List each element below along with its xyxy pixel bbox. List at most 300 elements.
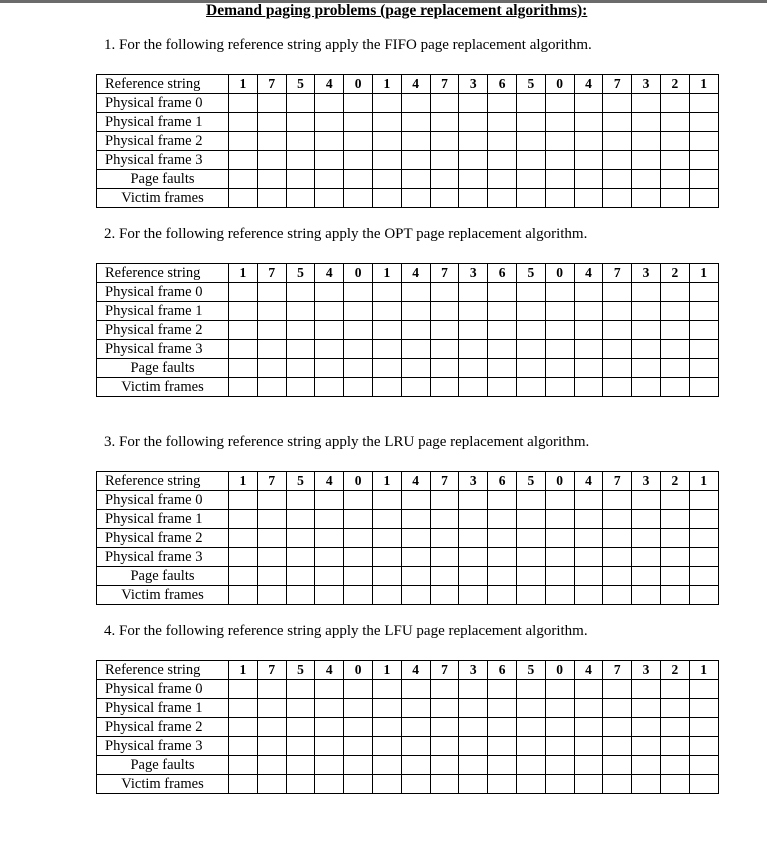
answer-cell[interactable] (660, 94, 689, 113)
answer-cell[interactable] (574, 132, 603, 151)
answer-cell[interactable] (459, 302, 488, 321)
answer-cell[interactable] (286, 775, 315, 794)
answer-cell[interactable] (516, 113, 545, 132)
answer-cell[interactable] (459, 775, 488, 794)
answer-cell[interactable] (372, 302, 401, 321)
answer-cell[interactable] (401, 718, 430, 737)
answer-cell[interactable] (430, 302, 459, 321)
answer-cell[interactable] (229, 510, 258, 529)
answer-cell[interactable] (315, 737, 344, 756)
answer-cell[interactable] (603, 529, 632, 548)
answer-cell[interactable] (430, 718, 459, 737)
answer-cell[interactable] (344, 567, 373, 586)
answer-cell[interactable] (689, 699, 718, 718)
answer-cell[interactable] (257, 586, 286, 605)
answer-cell[interactable] (545, 151, 574, 170)
answer-cell[interactable] (229, 775, 258, 794)
answer-cell[interactable] (632, 491, 661, 510)
answer-cell[interactable] (430, 132, 459, 151)
answer-cell[interactable] (632, 132, 661, 151)
answer-cell[interactable] (257, 151, 286, 170)
answer-cell[interactable] (545, 567, 574, 586)
answer-cell[interactable] (286, 680, 315, 699)
answer-cell[interactable] (545, 189, 574, 208)
answer-cell[interactable] (689, 491, 718, 510)
answer-cell[interactable] (401, 567, 430, 586)
answer-cell[interactable] (516, 567, 545, 586)
answer-cell[interactable] (257, 718, 286, 737)
answer-cell[interactable] (459, 359, 488, 378)
answer-cell[interactable] (516, 359, 545, 378)
answer-cell[interactable] (286, 510, 315, 529)
answer-cell[interactable] (257, 567, 286, 586)
answer-cell[interactable] (257, 132, 286, 151)
answer-cell[interactable] (286, 491, 315, 510)
answer-cell[interactable] (315, 775, 344, 794)
answer-cell[interactable] (344, 340, 373, 359)
answer-cell[interactable] (286, 699, 315, 718)
answer-cell[interactable] (689, 189, 718, 208)
answer-cell[interactable] (516, 302, 545, 321)
answer-cell[interactable] (689, 340, 718, 359)
answer-cell[interactable] (603, 359, 632, 378)
answer-cell[interactable] (344, 756, 373, 775)
answer-cell[interactable] (516, 737, 545, 756)
answer-cell[interactable] (545, 132, 574, 151)
answer-cell[interactable] (372, 94, 401, 113)
answer-cell[interactable] (315, 699, 344, 718)
answer-cell[interactable] (516, 189, 545, 208)
answer-cell[interactable] (257, 378, 286, 397)
answer-cell[interactable] (229, 567, 258, 586)
answer-cell[interactable] (603, 113, 632, 132)
answer-cell[interactable] (344, 680, 373, 699)
answer-cell[interactable] (632, 548, 661, 567)
answer-cell[interactable] (286, 737, 315, 756)
answer-cell[interactable] (459, 378, 488, 397)
answer-cell[interactable] (372, 340, 401, 359)
answer-cell[interactable] (516, 510, 545, 529)
answer-cell[interactable] (632, 510, 661, 529)
answer-cell[interactable] (689, 170, 718, 189)
answer-cell[interactable] (344, 189, 373, 208)
answer-cell[interactable] (545, 170, 574, 189)
answer-cell[interactable] (574, 378, 603, 397)
answer-cell[interactable] (660, 491, 689, 510)
answer-cell[interactable] (574, 340, 603, 359)
answer-cell[interactable] (344, 737, 373, 756)
answer-cell[interactable] (430, 548, 459, 567)
answer-cell[interactable] (545, 548, 574, 567)
answer-cell[interactable] (689, 548, 718, 567)
answer-cell[interactable] (632, 283, 661, 302)
answer-cell[interactable] (516, 151, 545, 170)
answer-cell[interactable] (430, 775, 459, 794)
answer-cell[interactable] (344, 699, 373, 718)
answer-cell[interactable] (286, 567, 315, 586)
answer-cell[interactable] (401, 151, 430, 170)
answer-cell[interactable] (401, 491, 430, 510)
answer-cell[interactable] (459, 510, 488, 529)
answer-cell[interactable] (660, 699, 689, 718)
answer-cell[interactable] (401, 699, 430, 718)
answer-cell[interactable] (689, 151, 718, 170)
answer-cell[interactable] (660, 283, 689, 302)
answer-cell[interactable] (401, 548, 430, 567)
answer-cell[interactable] (344, 548, 373, 567)
answer-cell[interactable] (516, 283, 545, 302)
answer-cell[interactable] (488, 756, 517, 775)
answer-cell[interactable] (603, 510, 632, 529)
answer-cell[interactable] (229, 529, 258, 548)
answer-cell[interactable] (603, 94, 632, 113)
answer-cell[interactable] (315, 132, 344, 151)
answer-cell[interactable] (488, 94, 517, 113)
answer-cell[interactable] (430, 567, 459, 586)
answer-cell[interactable] (488, 586, 517, 605)
answer-cell[interactable] (632, 718, 661, 737)
answer-cell[interactable] (372, 378, 401, 397)
answer-cell[interactable] (660, 680, 689, 699)
answer-cell[interactable] (660, 586, 689, 605)
answer-cell[interactable] (516, 756, 545, 775)
answer-cell[interactable] (660, 756, 689, 775)
answer-cell[interactable] (430, 151, 459, 170)
answer-cell[interactable] (689, 359, 718, 378)
answer-cell[interactable] (459, 283, 488, 302)
answer-cell[interactable] (344, 718, 373, 737)
answer-cell[interactable] (632, 756, 661, 775)
answer-cell[interactable] (632, 321, 661, 340)
answer-cell[interactable] (372, 283, 401, 302)
answer-cell[interactable] (632, 567, 661, 586)
answer-cell[interactable] (315, 302, 344, 321)
answer-cell[interactable] (488, 113, 517, 132)
answer-cell[interactable] (488, 699, 517, 718)
answer-cell[interactable] (545, 283, 574, 302)
answer-cell[interactable] (574, 680, 603, 699)
answer-cell[interactable] (401, 510, 430, 529)
answer-cell[interactable] (372, 359, 401, 378)
answer-cell[interactable] (315, 359, 344, 378)
answer-cell[interactable] (401, 756, 430, 775)
answer-cell[interactable] (488, 151, 517, 170)
answer-cell[interactable] (257, 756, 286, 775)
answer-cell[interactable] (689, 680, 718, 699)
answer-cell[interactable] (229, 548, 258, 567)
answer-cell[interactable] (315, 756, 344, 775)
answer-cell[interactable] (430, 340, 459, 359)
answer-cell[interactable] (344, 359, 373, 378)
answer-cell[interactable] (401, 189, 430, 208)
answer-cell[interactable] (488, 340, 517, 359)
answer-cell[interactable] (459, 737, 488, 756)
answer-cell[interactable] (344, 775, 373, 794)
answer-cell[interactable] (430, 586, 459, 605)
answer-cell[interactable] (344, 94, 373, 113)
answer-cell[interactable] (401, 94, 430, 113)
answer-cell[interactable] (372, 548, 401, 567)
answer-cell[interactable] (574, 529, 603, 548)
answer-cell[interactable] (488, 378, 517, 397)
answer-cell[interactable] (286, 189, 315, 208)
answer-cell[interactable] (459, 189, 488, 208)
answer-cell[interactable] (286, 529, 315, 548)
answer-cell[interactable] (545, 340, 574, 359)
answer-cell[interactable] (660, 113, 689, 132)
answer-cell[interactable] (286, 340, 315, 359)
answer-cell[interactable] (660, 718, 689, 737)
answer-cell[interactable] (660, 340, 689, 359)
answer-cell[interactable] (545, 586, 574, 605)
answer-cell[interactable] (660, 151, 689, 170)
answer-cell[interactable] (286, 586, 315, 605)
answer-cell[interactable] (401, 302, 430, 321)
answer-cell[interactable] (516, 491, 545, 510)
answer-cell[interactable] (660, 170, 689, 189)
answer-cell[interactable] (372, 529, 401, 548)
answer-cell[interactable] (229, 378, 258, 397)
answer-cell[interactable] (257, 699, 286, 718)
answer-cell[interactable] (315, 680, 344, 699)
answer-cell[interactable] (632, 359, 661, 378)
answer-cell[interactable] (603, 491, 632, 510)
answer-cell[interactable] (229, 699, 258, 718)
answer-cell[interactable] (516, 340, 545, 359)
answer-cell[interactable] (286, 302, 315, 321)
answer-cell[interactable] (459, 567, 488, 586)
answer-cell[interactable] (603, 283, 632, 302)
answer-cell[interactable] (632, 775, 661, 794)
answer-cell[interactable] (689, 718, 718, 737)
answer-cell[interactable] (315, 510, 344, 529)
answer-cell[interactable] (459, 94, 488, 113)
answer-cell[interactable] (689, 529, 718, 548)
answer-cell[interactable] (344, 491, 373, 510)
answer-cell[interactable] (488, 283, 517, 302)
answer-cell[interactable] (229, 113, 258, 132)
answer-cell[interactable] (430, 680, 459, 699)
answer-cell[interactable] (545, 378, 574, 397)
answer-cell[interactable] (344, 170, 373, 189)
answer-cell[interactable] (459, 113, 488, 132)
answer-cell[interactable] (516, 94, 545, 113)
answer-cell[interactable] (603, 718, 632, 737)
answer-cell[interactable] (545, 699, 574, 718)
answer-cell[interactable] (401, 680, 430, 699)
answer-cell[interactable] (286, 151, 315, 170)
answer-cell[interactable] (315, 340, 344, 359)
answer-cell[interactable] (660, 775, 689, 794)
answer-cell[interactable] (516, 718, 545, 737)
answer-cell[interactable] (603, 151, 632, 170)
answer-cell[interactable] (229, 680, 258, 699)
answer-cell[interactable] (229, 132, 258, 151)
answer-cell[interactable] (286, 359, 315, 378)
answer-cell[interactable] (372, 756, 401, 775)
answer-cell[interactable] (689, 775, 718, 794)
answer-cell[interactable] (229, 283, 258, 302)
answer-cell[interactable] (545, 321, 574, 340)
answer-cell[interactable] (286, 756, 315, 775)
answer-cell[interactable] (632, 529, 661, 548)
answer-cell[interactable] (401, 529, 430, 548)
answer-cell[interactable] (372, 699, 401, 718)
answer-cell[interactable] (344, 302, 373, 321)
answer-cell[interactable] (315, 283, 344, 302)
answer-cell[interactable] (660, 359, 689, 378)
answer-cell[interactable] (603, 321, 632, 340)
answer-cell[interactable] (488, 529, 517, 548)
answer-cell[interactable] (286, 378, 315, 397)
answer-cell[interactable] (372, 151, 401, 170)
answer-cell[interactable] (574, 567, 603, 586)
answer-cell[interactable] (315, 718, 344, 737)
answer-cell[interactable] (430, 359, 459, 378)
answer-cell[interactable] (545, 737, 574, 756)
answer-cell[interactable] (430, 529, 459, 548)
answer-cell[interactable] (574, 94, 603, 113)
answer-cell[interactable] (516, 529, 545, 548)
answer-cell[interactable] (574, 189, 603, 208)
answer-cell[interactable] (603, 680, 632, 699)
answer-cell[interactable] (689, 94, 718, 113)
answer-cell[interactable] (401, 359, 430, 378)
answer-cell[interactable] (488, 510, 517, 529)
answer-cell[interactable] (488, 189, 517, 208)
answer-cell[interactable] (430, 699, 459, 718)
answer-cell[interactable] (401, 283, 430, 302)
answer-cell[interactable] (632, 699, 661, 718)
answer-cell[interactable] (689, 737, 718, 756)
answer-cell[interactable] (257, 775, 286, 794)
answer-cell[interactable] (459, 756, 488, 775)
answer-cell[interactable] (372, 132, 401, 151)
answer-cell[interactable] (401, 378, 430, 397)
answer-cell[interactable] (286, 132, 315, 151)
answer-cell[interactable] (574, 491, 603, 510)
answer-cell[interactable] (660, 510, 689, 529)
answer-cell[interactable] (689, 321, 718, 340)
answer-cell[interactable] (430, 378, 459, 397)
answer-cell[interactable] (459, 699, 488, 718)
answer-cell[interactable] (372, 567, 401, 586)
answer-cell[interactable] (315, 567, 344, 586)
answer-cell[interactable] (603, 302, 632, 321)
answer-cell[interactable] (516, 586, 545, 605)
answer-cell[interactable] (459, 132, 488, 151)
answer-cell[interactable] (229, 340, 258, 359)
answer-cell[interactable] (315, 529, 344, 548)
answer-cell[interactable] (430, 283, 459, 302)
answer-cell[interactable] (545, 113, 574, 132)
answer-cell[interactable] (603, 737, 632, 756)
answer-cell[interactable] (315, 170, 344, 189)
answer-cell[interactable] (660, 321, 689, 340)
answer-cell[interactable] (401, 775, 430, 794)
answer-cell[interactable] (574, 151, 603, 170)
answer-cell[interactable] (689, 567, 718, 586)
answer-cell[interactable] (574, 302, 603, 321)
answer-cell[interactable] (516, 170, 545, 189)
answer-cell[interactable] (257, 170, 286, 189)
answer-cell[interactable] (315, 94, 344, 113)
answer-cell[interactable] (257, 680, 286, 699)
answer-cell[interactable] (660, 132, 689, 151)
answer-cell[interactable] (286, 718, 315, 737)
answer-cell[interactable] (315, 548, 344, 567)
answer-cell[interactable] (516, 321, 545, 340)
answer-cell[interactable] (315, 189, 344, 208)
answer-cell[interactable] (488, 302, 517, 321)
answer-cell[interactable] (574, 510, 603, 529)
answer-cell[interactable] (372, 718, 401, 737)
answer-cell[interactable] (372, 491, 401, 510)
answer-cell[interactable] (286, 321, 315, 340)
answer-cell[interactable] (257, 737, 286, 756)
answer-cell[interactable] (401, 586, 430, 605)
answer-cell[interactable] (459, 680, 488, 699)
answer-cell[interactable] (344, 321, 373, 340)
answer-cell[interactable] (459, 151, 488, 170)
answer-cell[interactable] (459, 586, 488, 605)
answer-cell[interactable] (229, 586, 258, 605)
answer-cell[interactable] (689, 302, 718, 321)
answer-cell[interactable] (257, 529, 286, 548)
answer-cell[interactable] (632, 340, 661, 359)
answer-cell[interactable] (286, 170, 315, 189)
answer-cell[interactable] (257, 302, 286, 321)
answer-cell[interactable] (488, 737, 517, 756)
answer-cell[interactable] (603, 340, 632, 359)
answer-cell[interactable] (430, 170, 459, 189)
answer-cell[interactable] (516, 680, 545, 699)
answer-cell[interactable] (660, 548, 689, 567)
answer-cell[interactable] (430, 321, 459, 340)
answer-cell[interactable] (430, 737, 459, 756)
answer-cell[interactable] (545, 680, 574, 699)
answer-cell[interactable] (229, 170, 258, 189)
answer-cell[interactable] (459, 321, 488, 340)
answer-cell[interactable] (257, 283, 286, 302)
answer-cell[interactable] (257, 359, 286, 378)
answer-cell[interactable] (632, 113, 661, 132)
answer-cell[interactable] (430, 756, 459, 775)
answer-cell[interactable] (401, 170, 430, 189)
answer-cell[interactable] (229, 737, 258, 756)
answer-cell[interactable] (372, 510, 401, 529)
answer-cell[interactable] (545, 302, 574, 321)
answer-cell[interactable] (603, 756, 632, 775)
answer-cell[interactable] (632, 737, 661, 756)
answer-cell[interactable] (660, 529, 689, 548)
answer-cell[interactable] (488, 718, 517, 737)
answer-cell[interactable] (632, 378, 661, 397)
answer-cell[interactable] (574, 718, 603, 737)
answer-cell[interactable] (430, 491, 459, 510)
answer-cell[interactable] (545, 491, 574, 510)
answer-cell[interactable] (603, 170, 632, 189)
answer-cell[interactable] (545, 775, 574, 794)
answer-cell[interactable] (401, 113, 430, 132)
answer-cell[interactable] (344, 529, 373, 548)
answer-cell[interactable] (545, 94, 574, 113)
answer-cell[interactable] (315, 378, 344, 397)
answer-cell[interactable] (574, 283, 603, 302)
answer-cell[interactable] (430, 94, 459, 113)
answer-cell[interactable] (488, 170, 517, 189)
answer-cell[interactable] (488, 491, 517, 510)
